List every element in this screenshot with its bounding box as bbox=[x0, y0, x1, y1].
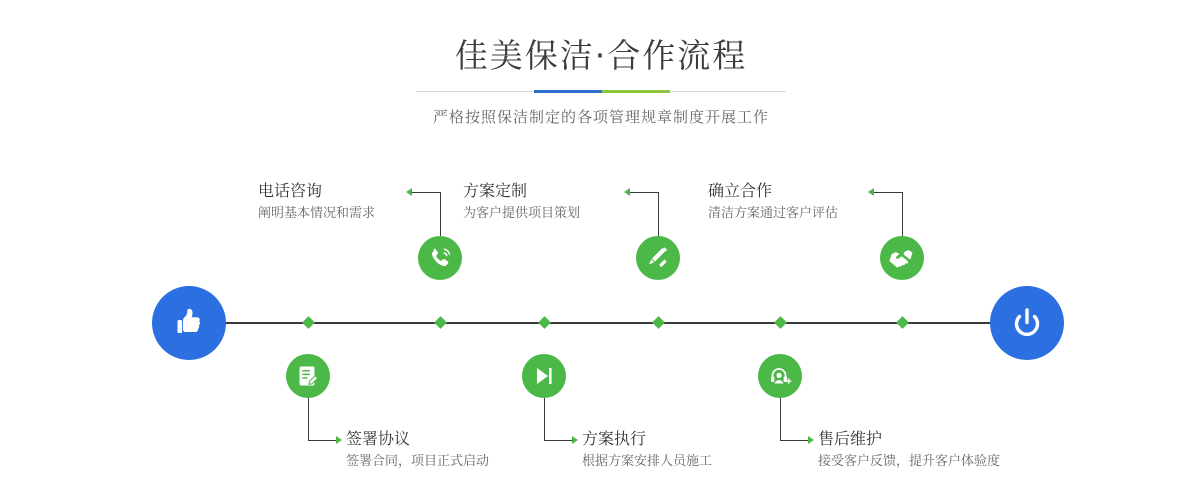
step-title-1: 电话咨询 bbox=[258, 181, 323, 200]
divider-accent-green bbox=[602, 90, 670, 93]
page-subtitle: 严格按照保洁制定的各项管理规章制度开展工作 bbox=[432, 109, 769, 126]
connector-2-arrow bbox=[336, 436, 342, 444]
step-title-4: 方案执行 bbox=[582, 429, 647, 448]
connector-6-vertical bbox=[780, 398, 781, 440]
step-desc-6: 接受客户反馈，提升客户体验度 bbox=[818, 454, 1001, 469]
page-header bbox=[0, 34, 1202, 127]
step-label-2 bbox=[346, 428, 489, 473]
connector-1-arrow bbox=[406, 188, 412, 196]
timeline-diagram bbox=[0, 150, 1202, 502]
connector-3-arrow bbox=[624, 188, 630, 196]
connector-1-vertical bbox=[440, 192, 441, 236]
step-label-1 bbox=[258, 180, 375, 225]
connector-4-arrow bbox=[572, 436, 578, 444]
connector-4-horizontal bbox=[544, 440, 572, 441]
connector-5-horizontal bbox=[874, 192, 903, 193]
step-label-3 bbox=[463, 180, 580, 225]
end-endcap bbox=[990, 286, 1064, 360]
step-title-3: 方案定制 bbox=[463, 181, 528, 200]
axis-dot-5 bbox=[896, 316, 909, 329]
connector-5-arrow bbox=[868, 188, 874, 196]
handshake-icon bbox=[889, 245, 915, 271]
step-label-5 bbox=[708, 180, 838, 225]
thumbs-up-icon bbox=[170, 304, 208, 342]
step-node-6[interactable] bbox=[758, 354, 802, 398]
step-desc-2: 签署合同，项目正式启动 bbox=[346, 454, 490, 469]
step-title-6: 售后维护 bbox=[818, 429, 883, 448]
phone-ring-icon bbox=[427, 245, 453, 271]
pencil-ruler-icon bbox=[645, 245, 671, 271]
step-node-3[interactable] bbox=[636, 236, 680, 280]
step-label-4 bbox=[582, 428, 712, 473]
step-desc-5: 清洁方案通过客户评估 bbox=[708, 206, 839, 221]
page-title: 佳美保洁·合作流程 bbox=[454, 36, 748, 75]
step-node-5[interactable] bbox=[880, 236, 924, 280]
step-desc-3: 为客户提供项目策划 bbox=[463, 206, 581, 221]
step-node-1[interactable] bbox=[418, 236, 462, 280]
connector-2-vertical bbox=[308, 398, 309, 440]
start-endcap bbox=[152, 286, 226, 360]
connector-6-arrow bbox=[808, 436, 814, 444]
connector-3-vertical bbox=[658, 192, 659, 236]
axis-dot-2 bbox=[302, 316, 315, 329]
connector-6-horizontal bbox=[780, 440, 808, 441]
step-title-5: 确立合作 bbox=[708, 181, 773, 200]
play-forward-icon bbox=[532, 364, 556, 388]
connector-5-vertical bbox=[902, 192, 903, 236]
connector-3-horizontal bbox=[630, 192, 659, 193]
step-label-6 bbox=[818, 428, 1000, 473]
step-node-4[interactable] bbox=[522, 354, 566, 398]
power-icon bbox=[1008, 304, 1046, 342]
divider-accent-blue bbox=[534, 90, 602, 93]
step-title-2: 签署协议 bbox=[346, 429, 411, 448]
step-desc-4: 根据方案安排人员施工 bbox=[582, 454, 713, 469]
headset-support-icon bbox=[768, 364, 792, 388]
title-divider bbox=[416, 90, 786, 93]
step-desc-1: 阐明基本情况和需求 bbox=[258, 206, 376, 221]
axis-dot-6 bbox=[774, 316, 787, 329]
connector-1-horizontal bbox=[412, 192, 441, 193]
axis-dot-3 bbox=[652, 316, 665, 329]
axis-dot-1 bbox=[434, 316, 447, 329]
connector-4-vertical bbox=[544, 398, 545, 440]
connector-2-horizontal bbox=[308, 440, 336, 441]
axis-dot-4 bbox=[538, 316, 551, 329]
document-edit-icon bbox=[296, 364, 320, 388]
step-node-2[interactable] bbox=[286, 354, 330, 398]
